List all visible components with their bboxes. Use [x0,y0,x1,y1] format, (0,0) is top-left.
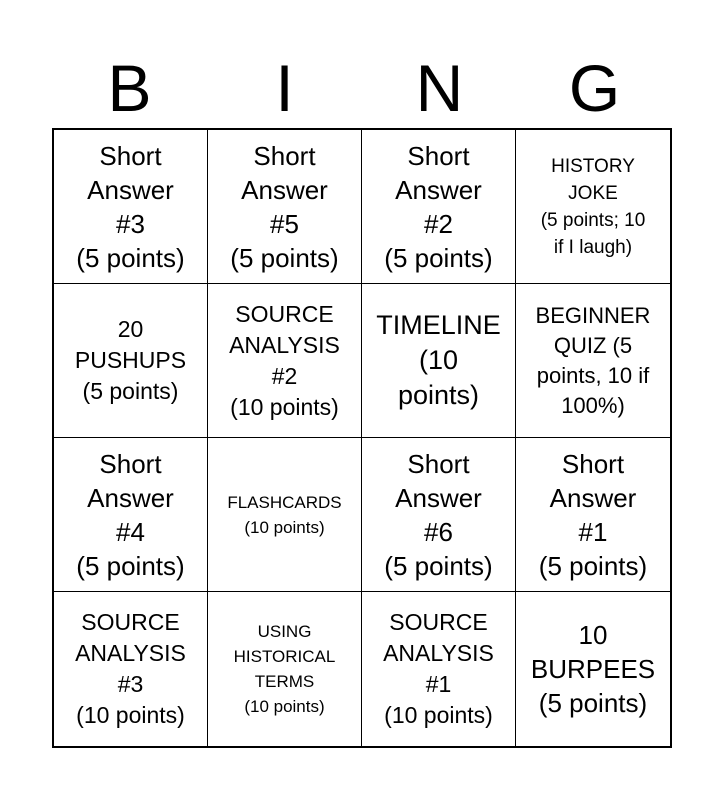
bingo-cell[interactable] [362,130,516,284]
header-letter-b: B [107,51,152,125]
header-letter-n: N [415,51,464,125]
bingo-cell-text: HISTORY JOKE (5 points; 10 if I laugh) [540,155,646,258]
bingo-cell-text: SOURCE ANALYSIS #2 (10 points) [229,300,340,420]
bingo-cell-text: Short Answer #2 (5 points) [384,140,493,273]
bingo-cell-text: Short Answer #1 (5 points) [538,448,648,581]
bingo-cell[interactable] [208,130,362,284]
bingo-header [52,50,672,126]
bingo-cell[interactable] [208,284,362,438]
bingo-cell[interactable] [516,130,670,284]
bingo-cell-text: Short Answer #3 (5 points) [76,140,185,273]
bingo-cell-text: TIMELINE (10 points) [376,310,501,410]
bingo-cell[interactable] [362,284,516,438]
bingo-cell[interactable] [54,130,208,284]
bingo-cell[interactable] [54,592,208,746]
bingo-cell[interactable] [362,592,516,746]
bingo-cell-text: SOURCE ANALYSIS #1 (10 points) [383,609,494,728]
bingo-cell[interactable] [208,592,362,746]
bingo-cell[interactable] [208,438,362,592]
bingo-board [52,128,672,748]
bingo-cell[interactable] [516,284,670,438]
header-letter-i: I [275,51,294,125]
bingo-cell-text: SOURCE ANALYSIS #3 (10 points) [75,609,186,728]
header-letter-g: G [568,51,621,125]
bingo-cell-text: Short Answer #6 (5 points) [384,448,493,581]
bingo-cell-text: USING HISTORICAL TERMS (10 points) [233,622,336,716]
bingo-cell-text: 20 PUSHUPS (5 points) [74,316,187,404]
bingo-cell[interactable] [516,592,670,746]
bingo-cell-text: Short Answer #5 (5 points) [230,140,339,273]
bingo-cell-text: FLASHCARDS (10 points) [227,492,342,537]
bingo-cell-text: BEGINNER QUIZ (5 points, 10 if 100%) [535,302,651,418]
bingo-cell-text: Short Answer #4 (5 points) [76,448,185,581]
bingo-cell-text: 10 BURPEES (5 points) [530,620,656,718]
bingo-cell[interactable] [54,284,208,438]
bingo-cell[interactable] [516,438,670,592]
bingo-cell[interactable] [54,438,208,592]
bingo-cell[interactable] [362,438,516,592]
